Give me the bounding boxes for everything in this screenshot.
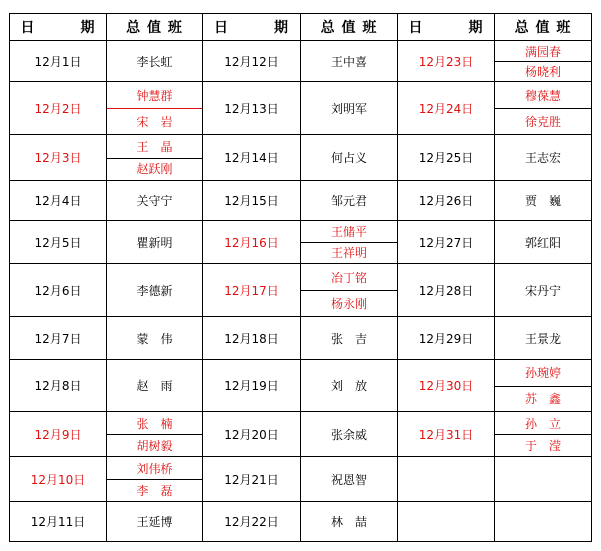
duty-roster-table	[9, 13, 592, 542]
duty-name: 王志宏	[524, 151, 561, 165]
duty-name: 刘 放	[330, 379, 367, 393]
header-date: 日 期	[20, 20, 96, 36]
duty-cell	[495, 181, 591, 220]
date-cell: 12月27日	[418, 235, 474, 250]
duty-cell	[301, 181, 397, 220]
duty-cell	[301, 41, 397, 81]
duty-cell	[107, 41, 202, 81]
date-cell: 12月19日	[224, 379, 279, 393]
date-cell: 12月31日	[418, 427, 474, 442]
duty-name: 钟慧群	[136, 88, 173, 103]
duty-cell	[495, 221, 591, 263]
date-cell: 12月24日	[418, 101, 474, 116]
duty-cell	[301, 82, 397, 134]
date-cell: 12月9日	[34, 427, 82, 442]
duty-name: 郭红阳	[524, 235, 561, 250]
date-cell: 12月5日	[34, 235, 82, 250]
duty-name: 王延博	[136, 515, 173, 529]
date-cell: 12月17日	[224, 283, 279, 298]
date-cell: 12月14日	[224, 151, 279, 165]
cell-divider-line	[107, 108, 202, 109]
duty-cell	[107, 82, 202, 134]
header-date: 日 期	[408, 20, 484, 36]
duty-cell	[495, 82, 591, 134]
header-date: 日 期	[214, 20, 289, 36]
duty-cell	[301, 412, 397, 456]
date-cell: 12月22日	[224, 515, 279, 529]
duty-name: 刘明军	[330, 101, 367, 116]
duty-name: 徐克胜	[524, 114, 561, 129]
duty-cell	[107, 135, 202, 180]
date-cell: 12月23日	[418, 54, 474, 69]
duty-name: 王 晶	[136, 139, 173, 154]
cell-divider-line	[301, 242, 397, 243]
cell-divider-line	[107, 479, 202, 480]
date-cell: 12月6日	[34, 283, 82, 298]
duty-name: 王中喜	[330, 54, 367, 69]
duty-cell	[301, 502, 397, 541]
date-cell: 12月12日	[224, 54, 279, 69]
date-cell: 12月21日	[224, 472, 279, 487]
duty-name: 张余威	[330, 427, 367, 442]
date-cell	[398, 502, 494, 541]
duty-cell	[107, 360, 202, 411]
cell-divider-line	[301, 290, 397, 291]
duty-cell	[301, 360, 397, 411]
duty-name: 张 吉	[330, 331, 367, 346]
duty-name: 何占义	[330, 151, 367, 165]
duty-name: 李长虹	[136, 54, 173, 69]
cell-divider-line	[495, 108, 591, 109]
date-cell: 12月13日	[224, 101, 279, 116]
duty-name: 苏 鑫	[524, 391, 561, 406]
duty-name: 孙琬婷	[524, 366, 561, 381]
duty-name: 杨永刚	[330, 296, 367, 311]
duty-name: 杨晓利	[524, 64, 561, 79]
date-cell: 12月15日	[224, 194, 279, 208]
date-cell: 12月16日	[224, 235, 279, 250]
duty-name: 王景龙	[524, 331, 561, 346]
duty-cell	[495, 457, 591, 501]
duty-cell	[107, 457, 202, 501]
date-cell: 12月4日	[34, 194, 82, 208]
duty-cell	[301, 221, 397, 263]
duty-name: 胡树毅	[136, 438, 173, 453]
duty-name: 王储平	[330, 225, 367, 239]
duty-cell	[301, 264, 397, 316]
date-cell: 12月18日	[224, 331, 279, 346]
duty-name: 邹元君	[330, 194, 367, 208]
duty-cell	[495, 135, 591, 180]
cell-divider-line	[495, 434, 591, 435]
cell-divider-line	[107, 158, 202, 159]
duty-cell	[301, 135, 397, 180]
duty-name: 张 楠	[136, 416, 173, 431]
header-duty: 总 值 班	[514, 20, 572, 36]
duty-name: 李 磊	[136, 483, 173, 498]
date-cell: 12月1日	[34, 54, 82, 69]
date-cell: 12月3日	[34, 151, 82, 165]
duty-name: 祝恩智	[330, 472, 367, 487]
cell-divider-line	[107, 434, 202, 435]
duty-name: 孙 立	[524, 416, 561, 431]
date-cell: 12月20日	[224, 427, 279, 442]
duty-cell	[495, 317, 591, 359]
duty-cell	[495, 41, 591, 81]
duty-cell	[107, 317, 202, 359]
duty-name: 刘伟桥	[136, 461, 173, 476]
grid-vertical-line	[591, 13, 592, 542]
duty-name: 蒙 伟	[136, 331, 173, 346]
duty-cell	[495, 412, 591, 456]
date-cell: 12月2日	[34, 101, 82, 116]
date-cell: 12月25日	[418, 151, 474, 165]
duty-name: 于 滢	[524, 438, 561, 453]
duty-name: 穆葆慧	[524, 88, 561, 103]
duty-name: 贾 巍	[524, 194, 561, 208]
duty-name: 王祥明	[330, 246, 367, 260]
date-cell: 12月26日	[418, 194, 474, 208]
duty-cell	[301, 317, 397, 359]
duty-name: 宋 岩	[136, 114, 173, 129]
duty-cell	[495, 502, 591, 541]
date-cell	[398, 457, 494, 501]
duty-cell	[495, 264, 591, 316]
duty-name: 关守宁	[136, 194, 173, 208]
duty-name: 瞿新明	[136, 235, 173, 250]
header-duty: 总 值 班	[320, 20, 378, 36]
duty-name: 满园春	[524, 44, 561, 59]
duty-cell	[107, 264, 202, 316]
duty-cell	[107, 502, 202, 541]
duty-name: 赵跃刚	[136, 162, 173, 177]
date-cell: 12月28日	[418, 283, 474, 298]
cell-divider-line	[495, 386, 591, 387]
date-cell: 12月7日	[34, 331, 82, 346]
date-cell: 12月8日	[34, 379, 82, 393]
header-duty: 总 值 班	[126, 20, 183, 36]
duty-name: 赵 雨	[136, 379, 173, 393]
duty-name: 李德新	[136, 283, 173, 298]
duty-name: 宋丹宁	[524, 283, 561, 298]
duty-name: 冶丁铭	[330, 270, 367, 285]
duty-cell	[107, 181, 202, 220]
duty-cell	[495, 360, 591, 411]
duty-name: 林 喆	[330, 515, 367, 529]
date-cell: 12月10日	[30, 472, 86, 487]
duty-cell	[301, 457, 397, 501]
date-cell: 12月30日	[418, 379, 474, 393]
duty-cell	[107, 412, 202, 456]
grid-horizontal-line	[9, 541, 592, 542]
date-cell: 12月11日	[30, 515, 86, 529]
cell-divider-line	[495, 61, 591, 62]
duty-cell	[107, 221, 202, 263]
date-cell: 12月29日	[418, 331, 474, 346]
